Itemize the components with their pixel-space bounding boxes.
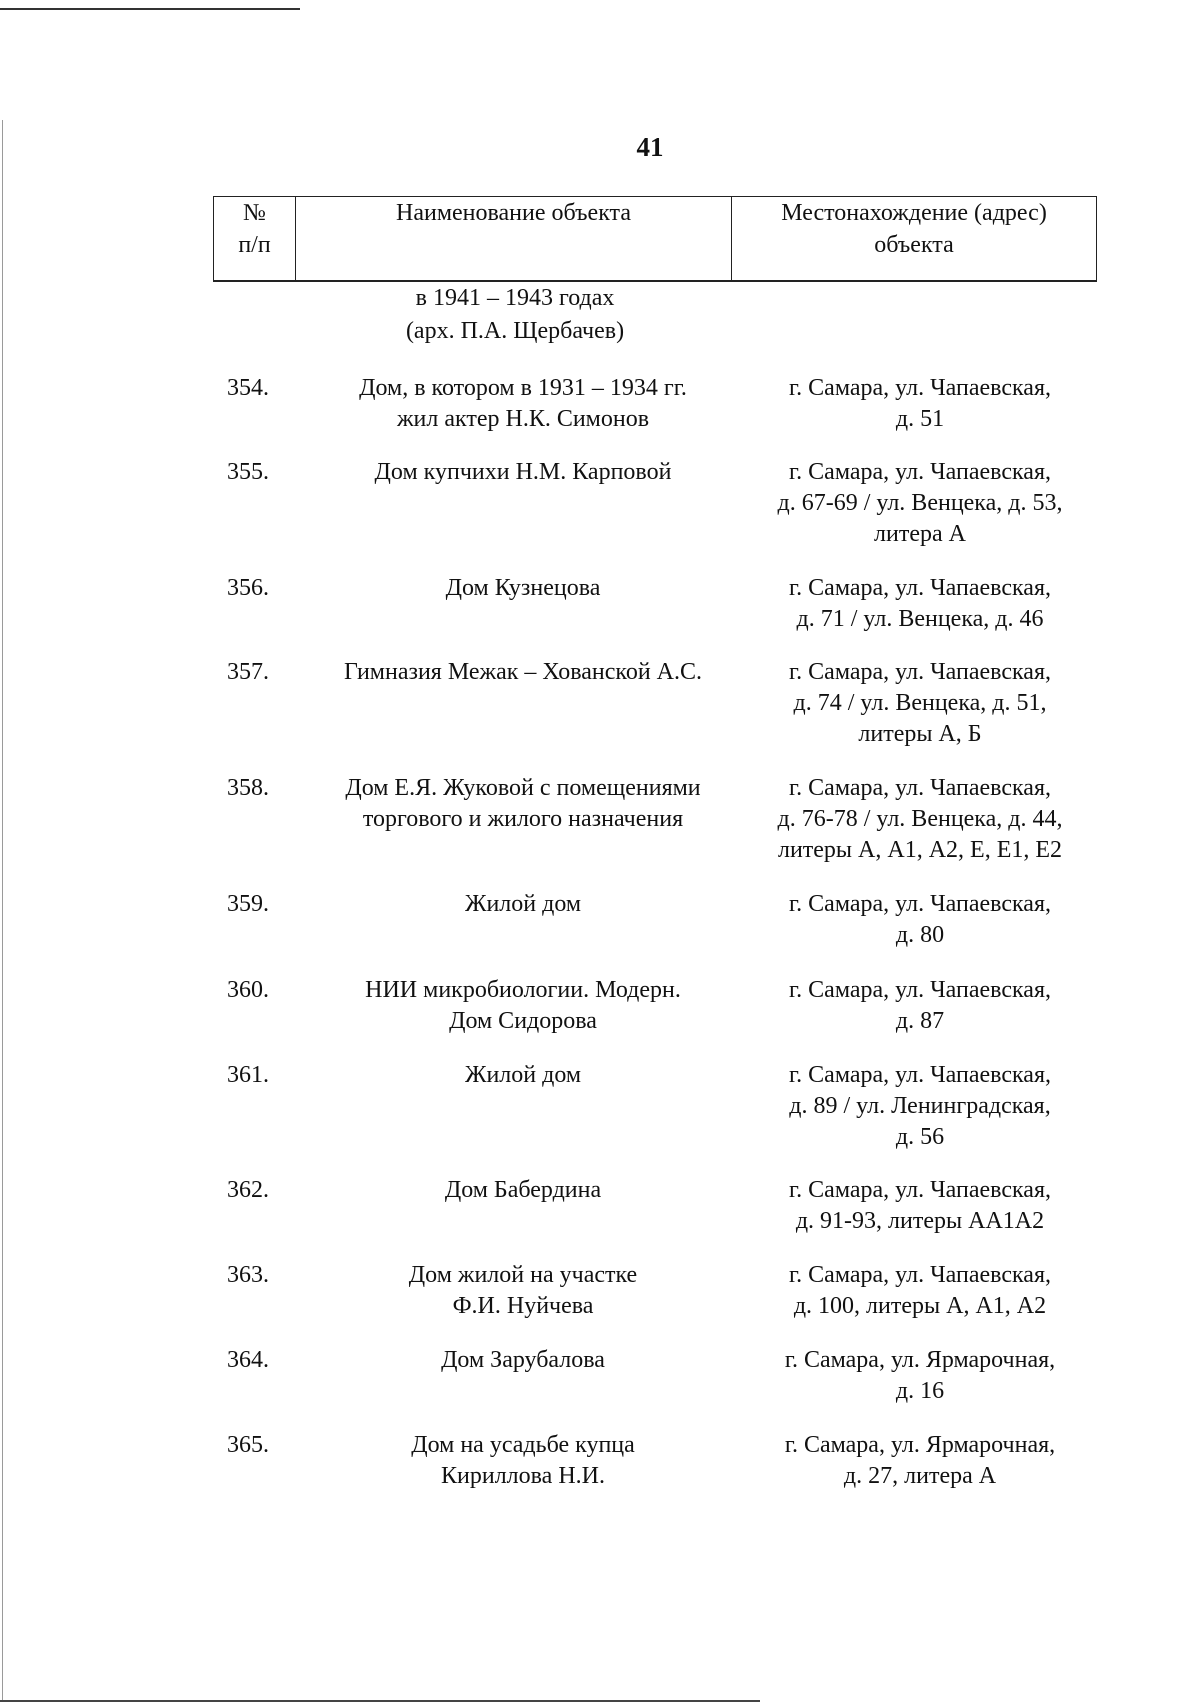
header-number-line1: № [243,200,266,226]
object-address [743,657,1097,750]
object-name-line: Дом Сидорова [449,1008,597,1034]
row-number: 359. [227,891,269,917]
row-number: 356. [227,575,269,601]
object-address [743,573,1097,635]
object-name [303,889,743,920]
object-address [743,1060,1097,1153]
continued-name-cell [295,282,735,348]
object-address-line: д. 91-93, литеры АА1А2 [795,1208,1045,1234]
object-address [743,1430,1097,1492]
object-name-line: Дом жилой на участке [408,1262,638,1288]
object-name-line: Дом купчихи Н.М. Карповой [374,459,672,485]
scan-edge-bottom [0,1700,760,1702]
object-address [743,773,1097,866]
object-name-line: Ф.И. Нуйчева [452,1293,594,1319]
header-cell-address [732,197,1096,280]
object-name [303,457,743,488]
object-address [743,889,1097,951]
object-address-line: г. Самара, ул. Чапаевская, [789,1262,1051,1288]
header-name-text: Наименование объекта [396,200,631,226]
header-number-line2: п/п [238,232,271,258]
object-address [743,1175,1097,1237]
row-number: 357. [227,659,269,685]
object-name-line: Жилой дом [464,891,582,917]
row-number: 361. [227,1062,269,1088]
scan-edge-top [0,8,300,10]
header-address-line1: Местонахождение (адрес) [781,200,1047,226]
object-name-line: жил актер Н.К. Симонов [396,406,650,432]
object-name [303,773,743,835]
object-name [303,373,743,435]
object-address-line: г. Самара, ул. Чапаевская, [789,977,1051,1003]
object-address-line: литера А [874,521,966,547]
row-number: 360. [227,977,269,1003]
object-name-line: Дом Е.Я. Жуковой с помещениями [345,775,701,801]
row-number: 364. [227,1347,269,1373]
object-address [743,1345,1097,1407]
object-address-line: г. Самара, ул. Чапаевская, [789,891,1051,917]
object-address [743,457,1097,550]
object-address-line: г. Самара, ул. Чапаевская, [789,1177,1051,1203]
object-name [303,1060,743,1091]
object-address-line: д. 16 [895,1378,945,1404]
object-name-line: Гимназия Межак – Хованской А.С. [343,659,703,685]
header-cell-name [296,197,732,280]
header-address-line2: объекта [874,232,954,258]
object-address-line: д. 76-78 / ул. Венцека, д. 44, [777,806,1063,832]
object-name [303,1430,743,1492]
row-number: 358. [227,775,269,801]
continued-line: (арх. П.А. Щербачев) [405,318,625,344]
object-name [303,573,743,604]
object-name-line: Дом Бабердина [444,1177,602,1203]
row-number: 363. [227,1262,269,1288]
object-address-line: д. 67-69 / ул. Венцека, д. 53, [777,490,1063,516]
object-address-line: д. 89 / ул. Ленинградская, [789,1093,1051,1119]
object-address-line: литеры А, Б [858,721,982,747]
row-number: 354. [227,375,269,401]
object-name [303,975,743,1037]
object-name-line: НИИ микробиологии. Модерн. [365,977,681,1003]
object-address-line: д. 80 [895,922,945,948]
continued-line: в 1941 – 1943 годах [415,285,615,311]
object-address-line: г. Самара, ул. Чапаевская, [789,775,1051,801]
table-header [213,196,1097,282]
header-cell-number [214,197,296,280]
scan-edge-left [2,120,3,1700]
object-address-line: д. 71 / ул. Венцека, д. 46 [796,606,1044,632]
object-name-line: Дом Кузнецова [445,575,601,601]
object-address-line: д. 56 [895,1124,945,1150]
object-address-line: д. 87 [895,1008,945,1034]
object-name-line: Кириллова Н.И. [441,1463,605,1489]
object-address-line: д. 51 [895,406,945,432]
object-address-line: г. Самара, ул. Ярмарочная, [784,1432,1056,1458]
object-address-line: д. 100, литеры А, А1, А2 [793,1293,1047,1319]
object-address-line: литеры А, А1, А2, Е, Е1, Е2 [777,837,1063,863]
object-name-line: Дом, в котором в 1931 – 1934 гг. [359,375,687,401]
object-name-line: Дом на усадьбе купца [411,1432,635,1458]
object-name-line: торгового и жилого назначения [362,806,684,832]
object-name [303,1345,743,1376]
object-address-line: д. 27, литера А [843,1463,997,1489]
row-number: 355. [227,459,269,485]
object-address-line: г. Самара, ул. Чапаевская, [789,459,1051,485]
object-address [743,1260,1097,1322]
object-address [743,975,1097,1037]
object-address [743,373,1097,435]
object-address-line: г. Самара, ул. Чапаевская, [789,659,1051,685]
object-name-line: Дом Зарубалова [441,1347,605,1373]
object-address-line: г. Самара, ул. Чапаевская, [789,375,1051,401]
object-name-line: Жилой дом [464,1062,582,1088]
object-name [303,657,743,688]
object-address-line: г. Самара, ул. Чапаевская, [789,1062,1051,1088]
object-address-line: д. 74 / ул. Венцека, д. 51, [793,690,1047,716]
page-number: 41 [636,132,664,162]
object-name [303,1175,743,1206]
object-address-line: г. Самара, ул. Чапаевская, [789,575,1051,601]
object-address-line: г. Самара, ул. Ярмарочная, [784,1347,1056,1373]
row-number: 365. [227,1432,269,1458]
row-number: 362. [227,1177,269,1203]
object-name [303,1260,743,1322]
